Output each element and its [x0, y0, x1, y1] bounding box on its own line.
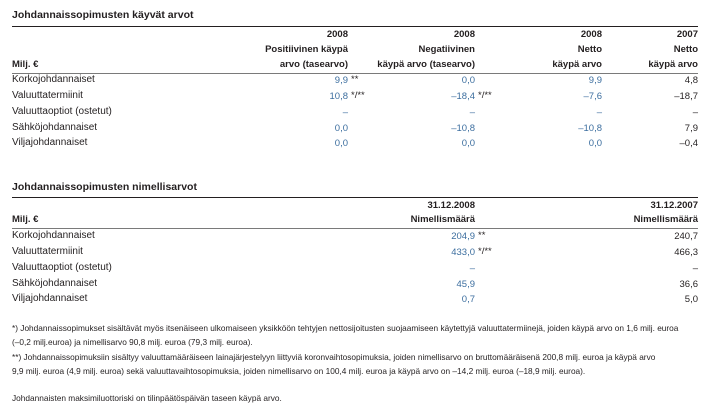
row-label: Valuuttaoptiot (ostetut) — [12, 106, 112, 117]
row-label: Valuuttatermiinit — [12, 90, 83, 101]
credit-risk-note: Johdannaisten maksimiluottoriski on tilinpäätöspäivän taseen käypä arvo. — [12, 393, 282, 403]
footnote-mark: ** — [351, 74, 359, 85]
cell-nominal-2008: – — [469, 263, 475, 274]
table1-col4-line2: käypä arvo — [648, 59, 698, 70]
cell-nominal-2008: 204,9 — [451, 231, 475, 242]
table2-col2-label: Nimellismäärä — [633, 214, 698, 225]
cell-nominal-2008: 45,9 — [456, 279, 475, 290]
cell-net-2008: –7,6 — [583, 91, 602, 102]
cell-net-2007: 4,8 — [684, 75, 698, 86]
cell-net-2008: –10,8 — [578, 123, 602, 134]
cell-positive: 10,8 — [329, 91, 348, 102]
table1-col3-line2: käypä arvo — [552, 59, 602, 70]
cell-nominal-2007: 466,3 — [674, 247, 698, 258]
table1-col3-line1: Netto — [577, 44, 602, 55]
cell-net-2007: – — [692, 107, 698, 118]
table2-col2-date: 31.12.2007 — [650, 200, 698, 211]
cell-negative: – — [469, 107, 475, 118]
cell-positive: – — [342, 107, 348, 118]
footnote-1-line-1: *) Johdannaissopimukset sisältävät myös itsenäiseen ulkomaiseen yksikköön tehtyjen nettosijoitusten suojaamiseen käytettyjä valuuttatermiinejä, joiden käypä arvo on 1,6 milj. euroa — [12, 323, 679, 333]
cell-net-2007: –0,4 — [679, 138, 698, 149]
cell-nominal-2008: 0,7 — [461, 294, 475, 305]
footnote-mark: ** — [478, 230, 486, 241]
row-label: Sähköjohdannaiset — [12, 122, 98, 133]
cell-positive: 0,0 — [334, 138, 348, 149]
cell-net-2007: 7,9 — [684, 123, 698, 134]
table1-col4-year: 2007 — [676, 29, 698, 40]
cell-net-2008: 0,0 — [588, 138, 602, 149]
cell-net-2008: 9,9 — [588, 75, 602, 86]
table1-col1-year: 2008 — [326, 29, 348, 40]
cell-nominal-2007: – — [692, 263, 698, 274]
table2-top-rule — [12, 197, 698, 198]
table1-top-rule — [12, 26, 698, 27]
footnote-mark: */** — [478, 90, 492, 101]
table1-title: Johdannaissopimusten käyvät arvot — [12, 9, 194, 21]
table1-col2-year: 2008 — [453, 29, 475, 40]
table1-col3-year: 2008 — [580, 29, 602, 40]
row-label: Sähköjohdannaiset — [12, 278, 98, 289]
cell-negative: 0,0 — [461, 138, 475, 149]
cell-negative: –18,4 — [451, 91, 475, 102]
cell-net-2007: –18,7 — [674, 91, 698, 102]
table2-unit-label: Milj. € — [12, 214, 39, 225]
cell-nominal-2008: 433,0 — [451, 247, 475, 258]
footnote-mark: */** — [351, 90, 365, 101]
table1-col2-line2: käypä arvo (tasearvo) — [377, 59, 475, 70]
cell-net-2008: – — [596, 107, 602, 118]
cell-nominal-2007: 5,0 — [684, 294, 698, 305]
row-label: Viljajohdannaiset — [12, 137, 88, 148]
footnote-2-line-2: 9,9 milj. euroa (4,9 milj. euroa) sekä valuuttavaihtosopimuksia, joiden nimellisarvo on 100,4 milj. euroa ja käypä arvo on –14,2 milj. euroa (–18,9 milj. euroa). — [12, 366, 586, 376]
row-label: Korkojohdannaiset — [12, 230, 95, 241]
row-label: Viljajohdannaiset — [12, 293, 88, 304]
row-label: Valuuttatermiinit — [12, 246, 83, 257]
table2-col1-label: Nimellismäärä — [410, 214, 475, 225]
table1-col1-line1: Positiivinen käypä — [265, 44, 348, 55]
cell-nominal-2007: 240,7 — [674, 231, 698, 242]
footnote-2-line-1: **) Johdannaissopimuksiin sisältyy valuuttamääräiseen lainajärjestelyyn liittyviä koronvaihtosopimuksia, joiden nimellisarvo on bruttomääräisenä 200,8 milj. euroa ja käypä arvo — [12, 352, 656, 362]
table1-col2-line1: Negatiivinen — [418, 44, 475, 55]
cell-positive: 0,0 — [334, 123, 348, 134]
table1-col1-line2: arvo (tasearvo) — [279, 59, 348, 70]
table2-header-rule — [12, 228, 698, 229]
table2-col1-date: 31.12.2008 — [427, 200, 475, 211]
cell-nominal-2007: 36,6 — [679, 279, 698, 290]
cell-positive: 9,9 — [334, 75, 348, 86]
footnote-mark: */** — [478, 246, 492, 257]
row-label: Korkojohdannaiset — [12, 74, 95, 85]
table1-col4-line1: Netto — [673, 44, 698, 55]
row-label: Valuuttaoptiot (ostetut) — [12, 262, 112, 273]
cell-negative: 0,0 — [461, 75, 475, 86]
table2-title: Johdannaissopimusten nimellisarvot — [12, 181, 197, 193]
table1-unit-label: Milj. € — [12, 59, 39, 70]
cell-negative: –10,8 — [451, 123, 475, 134]
footnote-1-line-2: (–0,2 milj.euroa) ja nimellisarvo 90,8 milj. euroa (79,3 milj. euroa). — [12, 337, 253, 347]
